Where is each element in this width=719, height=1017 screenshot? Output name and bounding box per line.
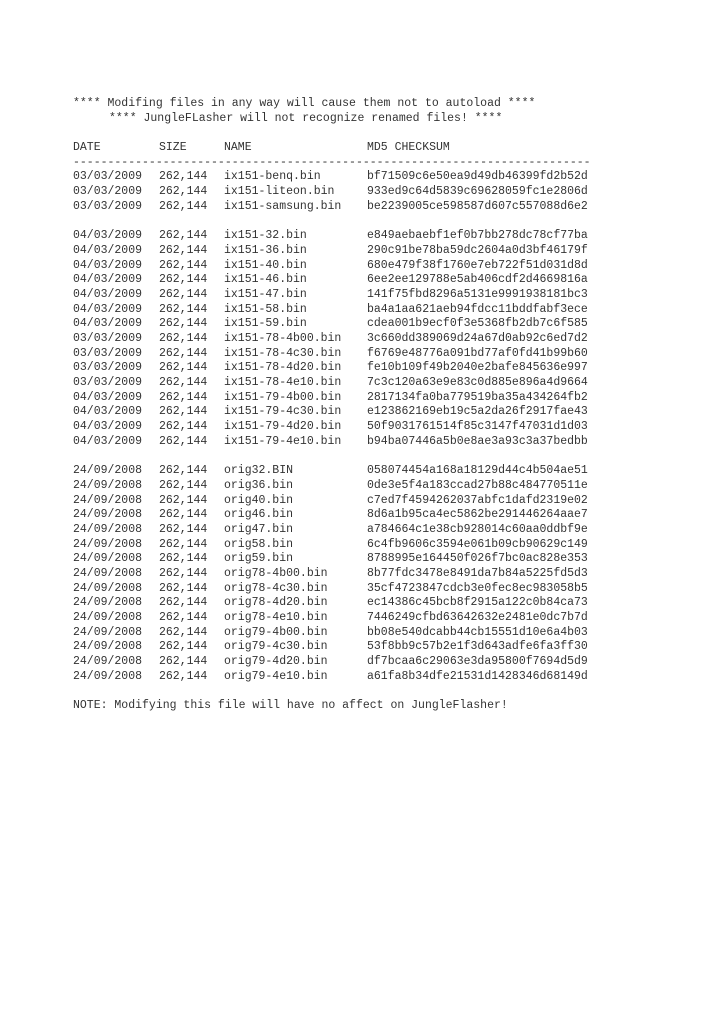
file-name: ix151-78-4b00.bin bbox=[224, 332, 342, 345]
file-size: 262,144 bbox=[159, 258, 208, 272]
file-row bbox=[73, 567, 633, 582]
file-md5: df7bcaa6c29063e3da95800f7694d5d9 bbox=[367, 655, 588, 669]
file-size: 262,144 bbox=[159, 567, 208, 580]
file-name: ix151-79-4e10.bin bbox=[224, 434, 342, 448]
file-date: 04/03/2009 bbox=[73, 420, 143, 434]
document-page bbox=[73, 97, 633, 714]
file-date: 24/09/2008 bbox=[73, 508, 143, 522]
file-row bbox=[73, 200, 633, 215]
file-name: orig59.bin bbox=[224, 552, 294, 566]
file-md5: 8d6a1b95ca4ec5862be291446264aae7 bbox=[367, 508, 588, 522]
file-size: 262,144 bbox=[159, 390, 208, 404]
file-row bbox=[73, 229, 633, 244]
file-row bbox=[73, 494, 633, 509]
file-size: 262,144 bbox=[159, 170, 208, 184]
file-row bbox=[73, 552, 633, 567]
file-size: 262,144 bbox=[159, 478, 208, 492]
file-row bbox=[73, 347, 633, 362]
file-md5: be2239005ce598587d607c557088d6e2 bbox=[367, 199, 588, 213]
file-md5: 141f75fbd8296a5131e9991938181bc3 bbox=[367, 287, 588, 301]
file-size: 262,144 bbox=[159, 346, 208, 360]
file-name: orig58.bin bbox=[224, 537, 294, 551]
file-name: ix151-58.bin bbox=[224, 302, 307, 316]
file-md5: c7ed7f4594262037abfc1dafd2319e02 bbox=[367, 493, 588, 507]
file-date: 04/03/2009 bbox=[73, 434, 143, 448]
file-name: ix151-36.bin bbox=[224, 243, 307, 257]
file-size: 262,144 bbox=[159, 464, 208, 478]
file-md5: 35cf4723847cdcb3e0fec8ec983058b5 bbox=[367, 581, 588, 595]
file-date: 24/09/2008 bbox=[73, 537, 143, 551]
file-size: 262,144 bbox=[159, 611, 208, 625]
file-name: ix151-40.bin bbox=[224, 258, 307, 272]
file-name: ix151-47.bin bbox=[224, 287, 307, 301]
file-md5: 2817134fa0ba779519ba35a434264fb2 bbox=[367, 390, 588, 404]
file-name: orig79-4e10.bin bbox=[224, 669, 328, 683]
file-md5: 8b77fdc3478e8491da7b84a5225fd5d3 bbox=[367, 567, 588, 580]
file-md5: 7c3c120a63e9e83c0d885e896a4d9664 bbox=[367, 376, 588, 390]
file-row bbox=[73, 435, 633, 450]
file-size: 262,144 bbox=[159, 669, 208, 683]
header-date: DATE bbox=[73, 141, 101, 155]
file-name: ix151-46.bin bbox=[224, 273, 307, 287]
file-name: ix151-benq.bin bbox=[224, 170, 321, 184]
file-name: orig47.bin bbox=[224, 522, 294, 536]
file-row bbox=[73, 391, 633, 406]
file-date: 04/03/2009 bbox=[73, 405, 143, 419]
header-md5: MD5 CHECKSUM bbox=[367, 141, 450, 155]
file-size: 262,144 bbox=[159, 229, 208, 243]
file-size: 262,144 bbox=[159, 302, 208, 316]
file-name: ix151-liteon.bin bbox=[224, 185, 335, 199]
file-size: 262,144 bbox=[159, 243, 208, 257]
file-row bbox=[73, 655, 633, 670]
file-name: ix151-78-4c30.bin bbox=[224, 346, 342, 360]
file-date: 03/03/2009 bbox=[73, 170, 143, 184]
file-date: 24/09/2008 bbox=[73, 522, 143, 536]
file-date: 03/03/2009 bbox=[73, 332, 143, 345]
file-row bbox=[73, 244, 633, 259]
file-md5: ba4a1aa621aeb94fdcc11bddfabf3ece bbox=[367, 302, 588, 316]
file-row bbox=[73, 611, 633, 626]
file-size: 262,144 bbox=[159, 317, 208, 331]
file-row bbox=[73, 317, 633, 332]
file-name: orig79-4d20.bin bbox=[224, 655, 328, 669]
file-size: 262,144 bbox=[159, 434, 208, 448]
file-row bbox=[73, 170, 633, 185]
file-name: ix151-59.bin bbox=[224, 317, 307, 331]
file-md5: 3c660dd389069d24a67d0ab92c6ed7d2 bbox=[367, 332, 588, 345]
file-row bbox=[73, 376, 633, 391]
file-md5: 53f8bb9c57b2e1f3d643adfe6fa3ff30 bbox=[367, 640, 588, 654]
file-row bbox=[73, 361, 633, 376]
group-gap bbox=[73, 450, 633, 465]
file-name: ix151-79-4c30.bin bbox=[224, 405, 342, 419]
file-md5: a61fa8b34dfe21531d1428346d68149d bbox=[367, 669, 588, 683]
file-size: 262,144 bbox=[159, 199, 208, 213]
file-date: 24/09/2008 bbox=[73, 552, 143, 566]
file-date: 04/03/2009 bbox=[73, 287, 143, 301]
column-headers bbox=[73, 141, 633, 156]
file-date: 24/09/2008 bbox=[73, 478, 143, 492]
file-date: 24/09/2008 bbox=[73, 493, 143, 507]
file-size: 262,144 bbox=[159, 376, 208, 390]
file-md5: a784664c1e38cb928014c60aa0ddbf9e bbox=[367, 522, 588, 536]
file-date: 04/03/2009 bbox=[73, 258, 143, 272]
file-row bbox=[73, 464, 633, 479]
file-name: orig78-4c30.bin bbox=[224, 581, 328, 595]
file-date: 03/03/2009 bbox=[73, 199, 143, 213]
group-gap bbox=[73, 215, 633, 230]
file-size: 262,144 bbox=[159, 625, 208, 639]
file-row bbox=[73, 626, 633, 641]
file-size: 262,144 bbox=[159, 596, 208, 610]
file-row bbox=[73, 640, 633, 655]
separator-line: --------------------------------------------------------------------------- bbox=[73, 155, 591, 169]
file-size: 262,144 bbox=[159, 508, 208, 522]
file-date: 04/03/2009 bbox=[73, 317, 143, 331]
file-size: 262,144 bbox=[159, 361, 208, 375]
file-date: 03/03/2009 bbox=[73, 361, 143, 375]
file-md5: bb08e540dcabb44cb15551d10e6a4b03 bbox=[367, 625, 588, 639]
file-name: orig79-4c30.bin bbox=[224, 640, 328, 654]
file-md5: 290c91be78ba59dc2604a0d3bf46179f bbox=[367, 243, 588, 257]
file-md5: 6c4fb9606c3594e061b09cb90629c149 bbox=[367, 537, 588, 551]
file-size: 262,144 bbox=[159, 655, 208, 669]
header-name: NAME bbox=[224, 141, 252, 155]
file-md5: 058074454a168a18129d44c4b504ae51 bbox=[367, 464, 588, 478]
file-name: ix151-32.bin bbox=[224, 229, 307, 243]
file-date: 24/09/2008 bbox=[73, 669, 143, 683]
file-name: ix151-samsung.bin bbox=[224, 199, 342, 213]
file-name: orig36.bin bbox=[224, 478, 294, 492]
file-size: 262,144 bbox=[159, 493, 208, 507]
file-name: orig46.bin bbox=[224, 508, 294, 522]
file-name: orig32.BIN bbox=[224, 464, 294, 478]
file-md5: e849aebaebf1ef0b7bb278dc78cf77ba bbox=[367, 229, 588, 243]
file-md5: 933ed9c64d5839c69628059fc1e2806d bbox=[367, 185, 588, 199]
file-row bbox=[73, 523, 633, 538]
file-name: orig78-4d20.bin bbox=[224, 596, 328, 610]
file-row bbox=[73, 582, 633, 597]
file-date: 24/09/2008 bbox=[73, 625, 143, 639]
file-date: 04/03/2009 bbox=[73, 390, 143, 404]
file-row bbox=[73, 596, 633, 611]
file-row bbox=[73, 670, 633, 685]
file-date: 04/03/2009 bbox=[73, 302, 143, 316]
file-name: orig40.bin bbox=[224, 493, 294, 507]
file-size: 262,144 bbox=[159, 640, 208, 654]
file-size: 262,144 bbox=[159, 522, 208, 536]
file-md5: 8788995e164450f026f7bc0ac828e353 bbox=[367, 552, 588, 566]
file-row bbox=[73, 288, 633, 303]
file-date: 24/09/2008 bbox=[73, 464, 143, 478]
file-md5: fe10b109f49b2040e2bafe845636e997 bbox=[367, 361, 588, 375]
file-date: 24/09/2008 bbox=[73, 567, 143, 580]
file-name: orig78-4e10.bin bbox=[224, 611, 328, 625]
file-md5: b94ba07446a5b0e8ae3a93c3a37bedbb bbox=[367, 434, 588, 448]
file-row bbox=[73, 508, 633, 523]
file-md5: 50f9031761514f85c3147f47031d1d03 bbox=[367, 420, 588, 434]
file-size: 262,144 bbox=[159, 273, 208, 287]
file-date: 24/09/2008 bbox=[73, 611, 143, 625]
file-name: orig79-4b00.bin bbox=[224, 625, 328, 639]
file-name: ix151-78-4e10.bin bbox=[224, 376, 342, 390]
file-row bbox=[73, 479, 633, 494]
file-date: 24/09/2008 bbox=[73, 640, 143, 654]
file-date: 24/09/2008 bbox=[73, 655, 143, 669]
file-md5: 0de3e5f4a183ccad27b88c484770511e bbox=[367, 478, 588, 492]
file-size: 262,144 bbox=[159, 287, 208, 301]
file-row bbox=[73, 259, 633, 274]
file-date: 03/03/2009 bbox=[73, 185, 143, 199]
file-md5: cdea001b9ecf0f3e5368fb2db7c6f585 bbox=[367, 317, 588, 331]
file-size: 262,144 bbox=[159, 185, 208, 199]
file-date: 24/09/2008 bbox=[73, 596, 143, 610]
file-row bbox=[73, 185, 633, 200]
file-date: 24/09/2008 bbox=[73, 581, 143, 595]
file-name: ix151-79-4d20.bin bbox=[224, 420, 342, 434]
file-md5: 6ee2ee129788e5ab406cdf2d4669816a bbox=[367, 273, 588, 287]
header-size: SIZE bbox=[159, 141, 187, 155]
file-size: 262,144 bbox=[159, 537, 208, 551]
file-size: 262,144 bbox=[159, 405, 208, 419]
file-md5: bf71509c6e50ea9d49db46399fd2b52d bbox=[367, 170, 588, 184]
file-row bbox=[73, 303, 633, 318]
file-date: 03/03/2009 bbox=[73, 346, 143, 360]
file-name: ix151-79-4b00.bin bbox=[224, 390, 342, 404]
file-md5: 680e479f38f1760e7eb722f51d031d8d bbox=[367, 258, 588, 272]
file-name: ix151-78-4d20.bin bbox=[224, 361, 342, 375]
file-row bbox=[73, 332, 633, 347]
file-date: 04/03/2009 bbox=[73, 273, 143, 287]
file-row bbox=[73, 420, 633, 435]
file-size: 262,144 bbox=[159, 420, 208, 434]
file-row bbox=[73, 273, 633, 288]
file-row bbox=[73, 538, 633, 553]
file-md5: f6769e48776a091bd77af0fd41b99b60 bbox=[367, 346, 588, 360]
file-date: 04/03/2009 bbox=[73, 229, 143, 243]
file-size: 262,144 bbox=[159, 552, 208, 566]
file-md5: e123862169eb19c5a2da26f2917fae43 bbox=[367, 405, 588, 419]
file-md5: 7446249cfbd63642632e2481e0dc7b7d bbox=[367, 611, 588, 625]
file-name: orig78-4b00.bin bbox=[224, 567, 328, 580]
file-md5: ec14386c45bcb8f2915a122c0b84ca73 bbox=[367, 596, 588, 610]
file-size: 262,144 bbox=[159, 332, 208, 345]
file-row bbox=[73, 405, 633, 420]
file-size: 262,144 bbox=[159, 581, 208, 595]
warning-line-1: **** Modifing files in any way will cause them not to autoload **** bbox=[73, 97, 536, 110]
file-date: 03/03/2009 bbox=[73, 376, 143, 390]
file-list bbox=[73, 170, 633, 684]
warning-line-2: **** JungleFLasher will not recognize renamed files! **** bbox=[109, 111, 503, 125]
note-line: NOTE: Modifying this file will have no affect on JungleFlasher! bbox=[73, 699, 508, 713]
file-date: 04/03/2009 bbox=[73, 243, 143, 257]
